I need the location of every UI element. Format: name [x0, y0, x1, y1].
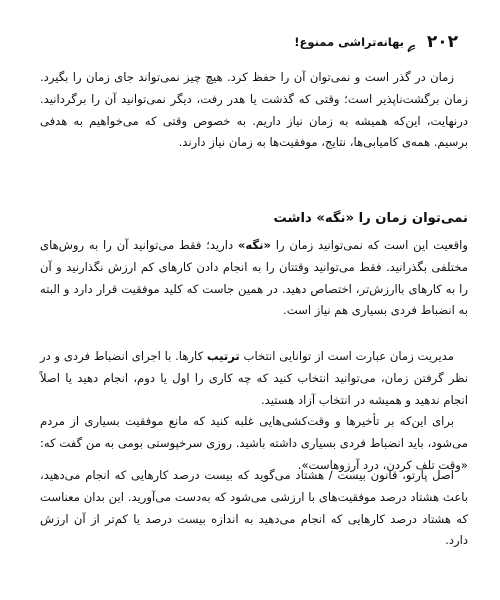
emphasis-text: ترتیب	[206, 349, 240, 363]
paragraph-text: کارها. با اجرای انضباط فردی و در نظر گرفتن زمان، می‌توانید انتخاب کنید که چه کاری را اول یا دوم، انجام دهید یا اصلاً انجام ندهید و همیشه در انتخاب آزاد هستید.	[40, 349, 468, 407]
paragraph-text: دارید؛ فقط می‌توانید آن را به روش‌های مختلفی بگذرانید. فقط می‌توانید وقتتان را به انجام دادن کارهای کم ارزش نگذارنید و آن را به کارهای باارزش‌تر، اختصاص دهید. در همین جاست که کلید موفقیت قرار دارد و البته به انضباط فردی بسیاری هم نیاز است.	[40, 238, 468, 318]
paragraph-time-management	[40, 346, 468, 411]
running-title: بهانه‌تراشی ممنوع!	[294, 35, 404, 49]
paragraph-intro: زمان در گذر است و نمی‌توان آن را حفظ کرد. هیچ چیز نمی‌تواند جای زمان را بگیرد. زمان برگشت‌ناپذیر است؛ وقتی که گذشت یا هدر رفت، دیگر نمی‌توانید آن را برگردانید. درنهایت، این‌که همیشه به زمان نیاز داریم. به خصوص وقتی که می‌خواهیم به هدفی برسیم. همه‌ی کامیابی‌ها، نتایج، موفقیت‌ها به زمان نیاز دارند.	[40, 70, 468, 150]
paragraph-text: مدیریت زمان عبارت است از توانایی انتخاب	[239, 349, 454, 363]
page-header	[0, 30, 500, 56]
curved-swoosh-ornament-icon	[407, 38, 416, 47]
page-number: ۲۰۲	[426, 32, 458, 52]
paragraph-text: واقعیت این است که نمی‌توانید زمان را	[271, 238, 468, 252]
section-heading: نمی‌توان زمان را «نگه» داشت	[273, 211, 468, 226]
paragraph-pareto: اصل پارتو، قانون بیست / هشتاد می‌گوید که بیست درصد کارهایی که انجام می‌دهید، باعث هشتاد درصد موفقیت‌های با ارزشی می‌شود که به‌دست می‌آورید. این بدان معناست که هشتاد درصد کارهایی که انجام می‌دهید به اندازه بیست درصد یا کم‌تر از آن ارزش دارد.	[40, 468, 468, 548]
emphasis-text: «نگه»	[237, 238, 271, 252]
paragraph-reality	[40, 235, 468, 322]
paragraph-self-discipline: برای این‌که بر تأخیرها و وقت‌کشی‌هایی غلبه کنید که مانع موفقیت بسیاری از مردم می‌شود، باید انضباط فردی بسیاری داشته باشید. روزی سرخپوستی بومی به من گفت که: «وقت تلف کردن، درد آرزوهاست».	[40, 414, 468, 472]
